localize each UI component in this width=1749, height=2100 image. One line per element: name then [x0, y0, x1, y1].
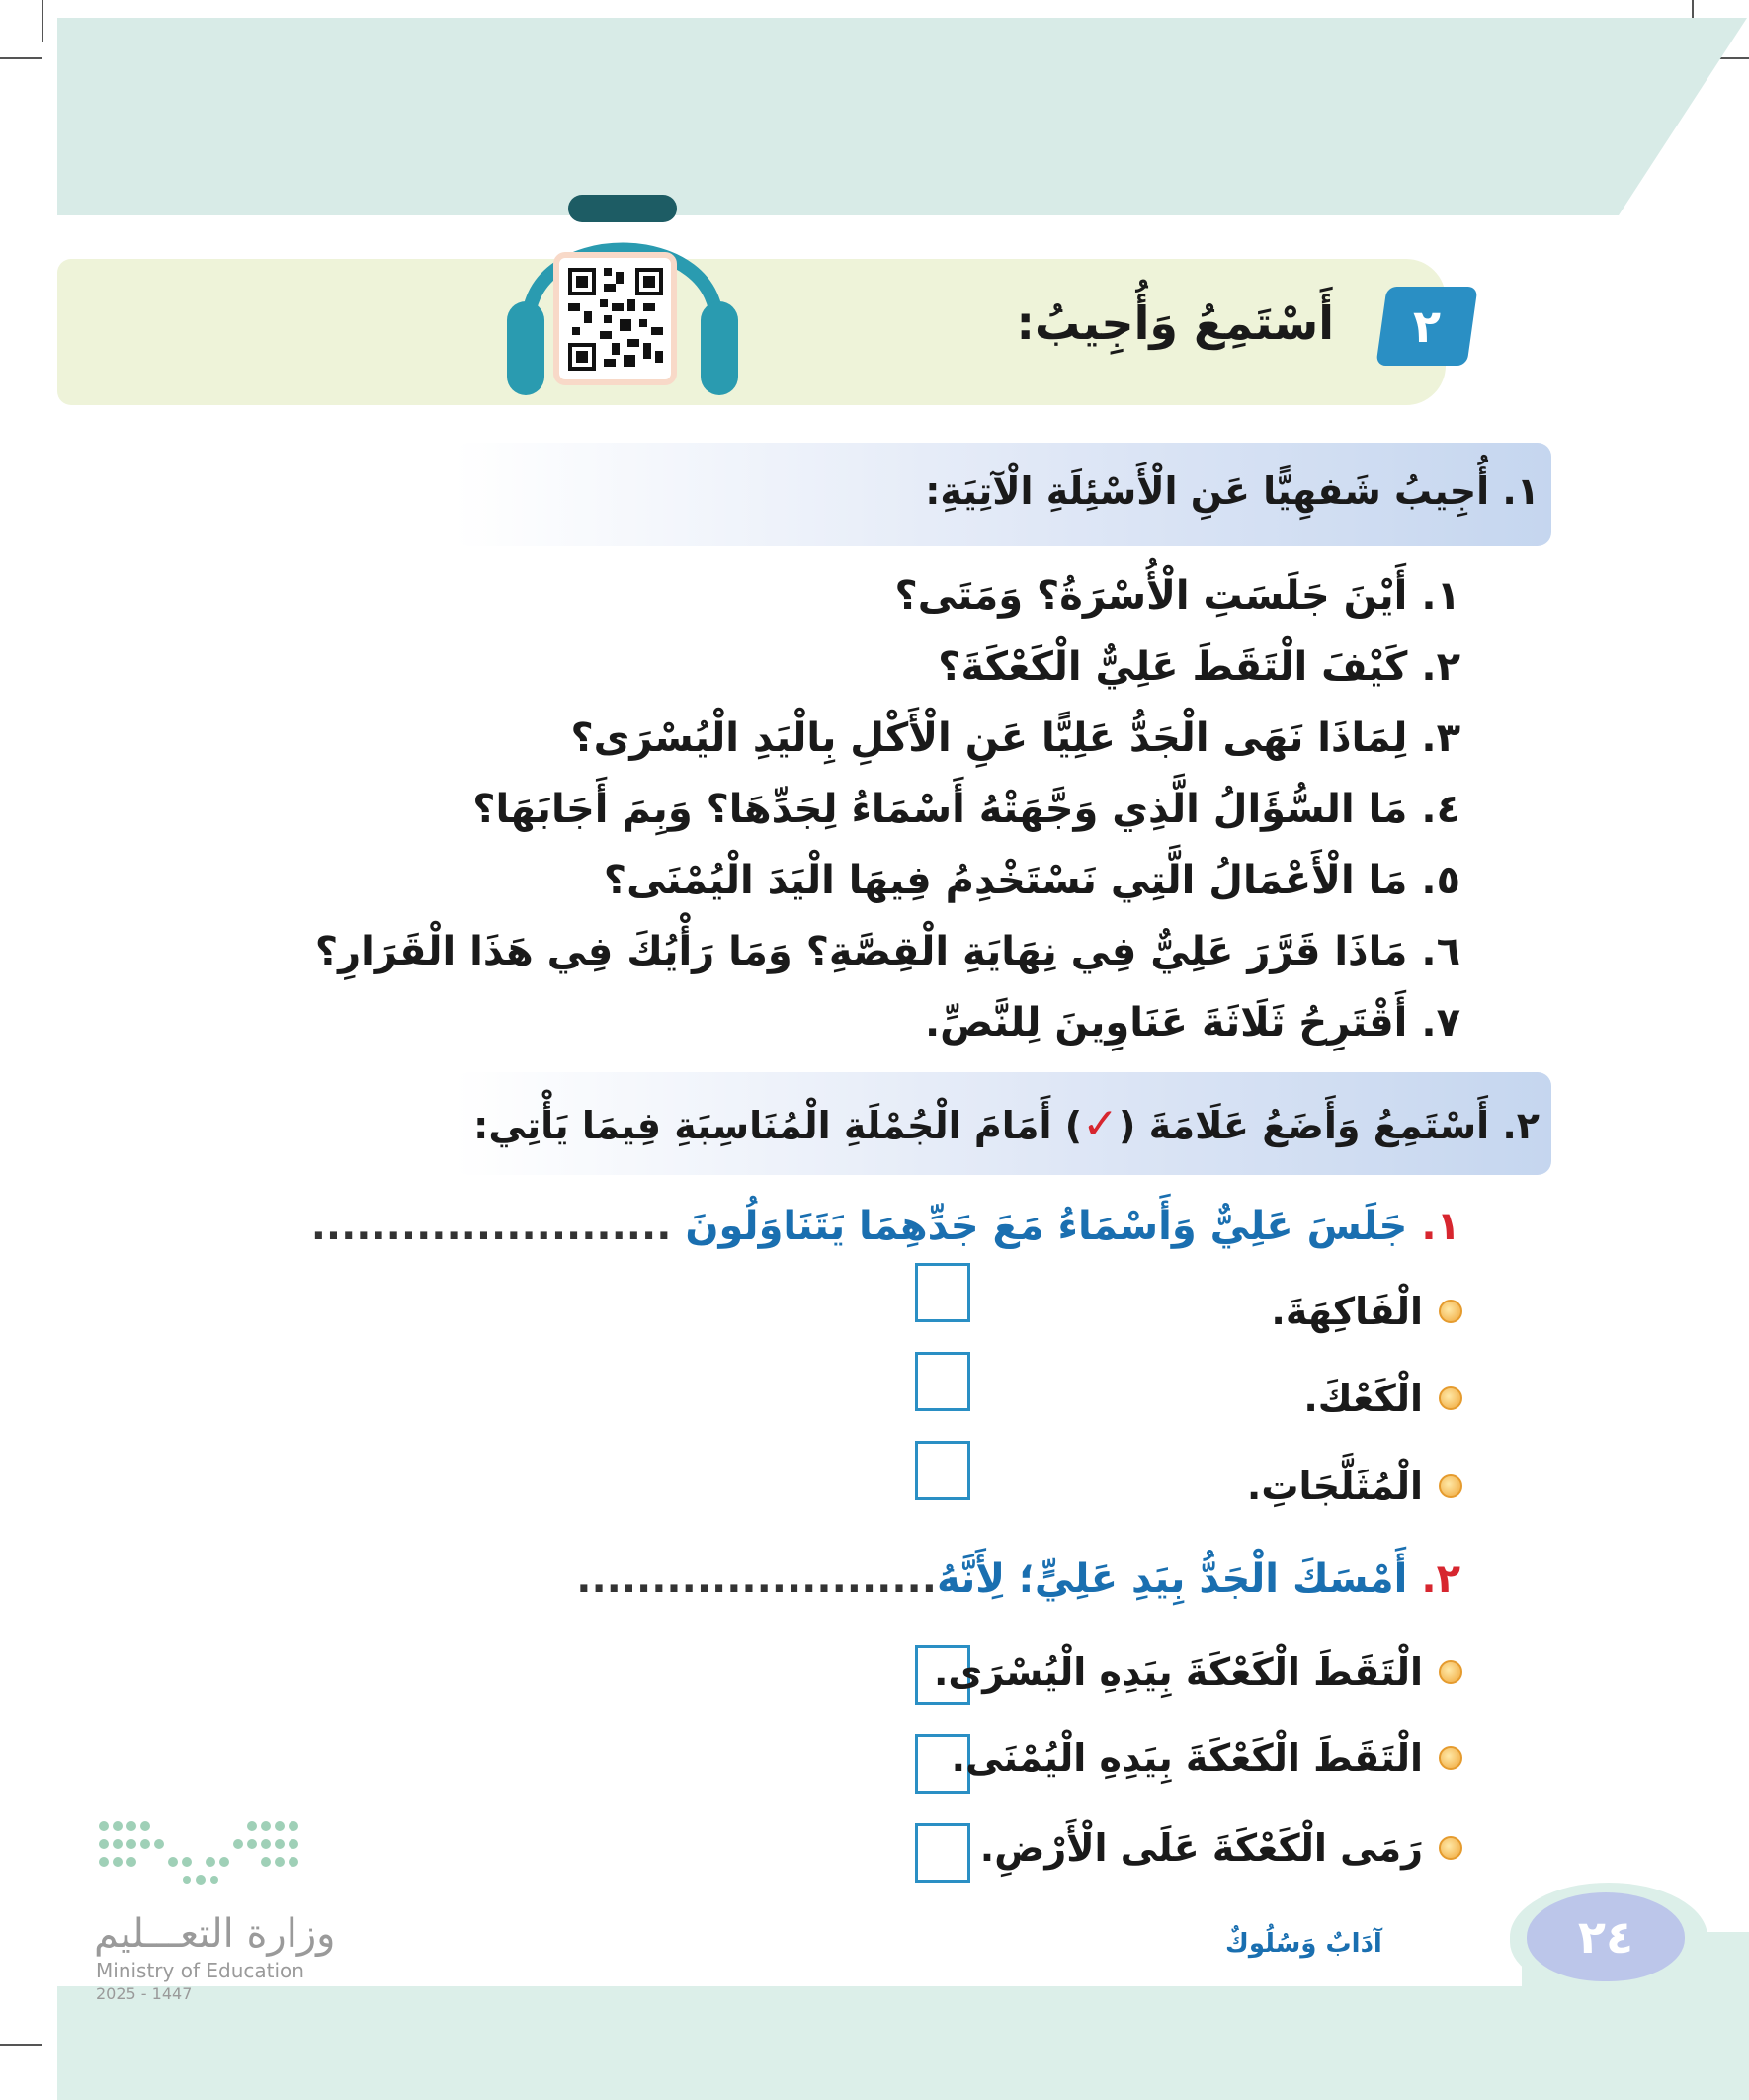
- checkbox-fruit[interactable]: [915, 1263, 970, 1322]
- crop-mark: [0, 2044, 42, 2046]
- check-question-2: ٢.أَمْسَكَ الْجَدُّ بِيَدِ عَلِيٍّ؛ لِأَنَّهُ........................: [576, 1556, 1460, 1602]
- page-number: ٢٤: [1527, 1892, 1685, 1981]
- bullet-icon: [1439, 1660, 1462, 1684]
- ministry-year: 2025 - 1447: [96, 1984, 193, 2003]
- checkbox-cake[interactable]: [915, 1352, 970, 1411]
- question-4: ٤.مَا السُّؤَالُ الَّذِي وَجَّهَتْهُ أَسْمَاءُ لِجَدِّهَا؟ وَبِمَ أَجَابَهَا؟: [472, 787, 1460, 832]
- ministry-arabic: وزارة التعـــليم: [94, 1911, 336, 1957]
- checkbox-floor[interactable]: [915, 1823, 970, 1883]
- option-left-hand: الْتَقَطَ الْكَعْكَةَ بِيَدِهِ الْيُسْرَى.: [934, 1650, 1462, 1694]
- qr-code[interactable]: [553, 252, 677, 385]
- option-right-hand: الْتَقَطَ الْكَعْكَةَ بِيَدِهِ الْيُمْنَى.: [952, 1736, 1462, 1780]
- section-number-badge: ٢: [1375, 287, 1477, 366]
- checkbox-icecream[interactable]: [915, 1441, 970, 1500]
- question-2: ٢.كَيْفَ الْتَقَطَ عَلِيٌّ الْكَعْكَةَ؟: [938, 644, 1460, 690]
- bullet-icon: [1439, 1300, 1462, 1323]
- top-banner: [57, 18, 1749, 215]
- question-6: ٦.مَاذَا قَرَّرَ عَلِيٌّ فِي نِهَايَةِ الْقِصَّةِ؟ وَمَا رَأْيُكَ فِي هَذَا الْقَرَارِ؟: [314, 929, 1460, 974]
- question-7: ٧.أَقْتَرِحُ ثَلَاثَةَ عَنَاوِينَ لِلنَّصِّ.: [924, 1000, 1460, 1046]
- part2-heading: ٢. أَسْتَمِعُ وَأَضَعُ عَلَامَةَ (✓) أَمَامَ الْجُمْلَةِ الْمُنَاسِبَةِ فِيمَا يَأْتِي:: [473, 1099, 1540, 1149]
- crop-mark: [42, 0, 43, 42]
- bullet-icon: [1439, 1836, 1462, 1860]
- option-cake: الْكَعْكَ.: [1303, 1377, 1462, 1420]
- bottom-band: [57, 1986, 1749, 2100]
- crop-mark: [0, 57, 42, 59]
- qr-code-icon: [564, 264, 667, 375]
- option-floor: رَمَى الْكَعْكَةَ عَلَى الْأَرْضِ.: [980, 1826, 1462, 1870]
- option-icecream: الْمُثَلَّجَاتِ.: [1247, 1465, 1462, 1508]
- book-name: آدَابٌ وَسُلُوكٌ: [1225, 1929, 1382, 1959]
- question-3: ٣.لِمَاذَا نَهَى الْجَدُّ عَلِيًّا عَنِ الْأَكْلِ بِالْيَدِ الْيُسْرَى؟: [570, 715, 1460, 761]
- bullet-icon: [1439, 1746, 1462, 1770]
- question-1: ١.أَيْنَ جَلَسَتِ الْأُسْرَةُ؟ وَمَتَى؟: [894, 573, 1460, 619]
- section-title: أَسْتَمِعُ وَأُجِيبُ:: [1016, 296, 1334, 350]
- check-question-1: ١.جَلَسَ عَلِيٌّ وَأَسْمَاءُ مَعَ جَدِّهِمَا يَتَنَاوَلُونَ ........................: [310, 1204, 1460, 1249]
- question-5: ٥.مَا الْأَعْمَالُ الَّتِي نَسْتَخْدِمُ فِيهَا الْيَدَ الْيُمْنَى؟: [603, 858, 1460, 903]
- ministry-logo-icon: [94, 1816, 311, 1895]
- bullet-icon: [1439, 1474, 1462, 1498]
- part1-heading: ١. أُجِيبُ شَفهِيًّا عَنِ الْأَسْئِلَةِ الْآتِيَةِ:: [925, 469, 1540, 513]
- ministry-english: Ministry of Education: [96, 1959, 304, 1982]
- option-fruit: الْفَاكِهَةَ.: [1271, 1290, 1462, 1333]
- bullet-icon: [1439, 1386, 1462, 1410]
- checkmark-icon: ✓: [1082, 1099, 1120, 1149]
